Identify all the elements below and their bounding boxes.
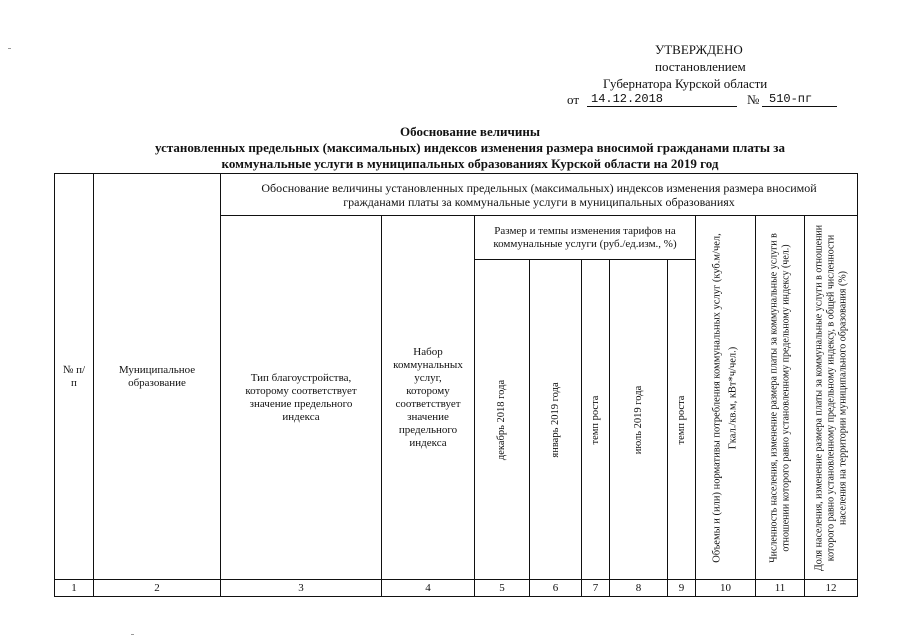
header-no-label: № п/п xyxy=(62,363,86,389)
col-number-8: 8 xyxy=(609,579,668,597)
approval-governor: Губернатора Курской области xyxy=(603,76,768,91)
header-share xyxy=(804,215,858,580)
col-number-11: 11 xyxy=(755,579,805,597)
header-growth-rate-2-label: темп роста xyxy=(675,395,687,444)
header-municipality xyxy=(93,173,221,580)
header-dec-2018-label: декабрь 2018 года xyxy=(496,379,507,460)
number-underline xyxy=(762,106,837,107)
header-improvement-label: Тип благоустройства, которому соответствует значение предельного индекса xyxy=(245,371,357,423)
header-dec-2018 xyxy=(474,259,530,580)
date-underline xyxy=(587,106,737,107)
header-no xyxy=(54,173,94,580)
header-growth-rate-1 xyxy=(581,259,610,580)
scan-speck xyxy=(131,634,134,635)
tariff-group-header xyxy=(474,215,696,260)
header-jul-2019-label: июль 2019 года xyxy=(632,385,644,454)
col-number-12: 12 xyxy=(804,579,858,597)
col-number-7: 7 xyxy=(581,579,610,597)
approval-date-line xyxy=(567,92,837,108)
header-jan-2019-label: январь 2019 года xyxy=(549,381,561,458)
col-number-4: 4 xyxy=(381,579,475,597)
col-number-10: 10 xyxy=(695,579,756,597)
header-growth-rate-2 xyxy=(667,259,696,580)
approval-date: 14.12.2018 xyxy=(591,92,664,106)
header-jul-2019 xyxy=(609,259,668,580)
header-volumes-label: Объемы и (или) нормативы потребления коммунальных услуг (куб.м/чел, Гкал./кв.м, кВт*ч/чел.) xyxy=(711,232,739,563)
doc-title-line2: установленных предельных (максимальных) индексов изменения размера вносимой гражданами платы за xyxy=(154,140,786,155)
doc-title-line3: коммунальные услуги в муниципальных образованиях Курской области на 2019 год xyxy=(221,156,719,171)
header-volumes xyxy=(695,215,756,580)
approval-number: 510-пг xyxy=(769,92,813,106)
header-growth-rate-1-label: темп роста xyxy=(589,395,601,444)
header-services-set xyxy=(381,215,475,580)
doc-title-line1: Обоснование величины xyxy=(400,124,540,139)
col-number-5: 5 xyxy=(474,579,530,597)
approval-title: УТВЕРЖДЕНО xyxy=(655,42,743,57)
header-services-label: Набор коммунальных услуг, которому соответствует значение предельного индекса xyxy=(393,345,463,449)
header-municipality-label: Муниципальное образование xyxy=(118,363,196,389)
header-population-label: Численность населения, изменение размера платы за коммунальные услуги в отношении которого равно установленному предельному индексу (чел.) xyxy=(768,232,791,563)
group-header xyxy=(220,173,858,216)
col-number-6: 6 xyxy=(529,579,582,597)
col-number-1: 1 xyxy=(54,579,94,597)
from-label: от xyxy=(567,92,580,107)
scan-speck xyxy=(8,48,11,49)
group-header-label: Обоснование величины установленных предельных (максимальных) индексов изменения размера вносимой гражданами платы за коммунальные услуги в муниципальных образованиях xyxy=(261,180,817,209)
header-population xyxy=(755,215,805,580)
col-number-2: 2 xyxy=(93,579,221,597)
justification-table xyxy=(54,173,858,597)
col-number-3: 3 xyxy=(220,579,382,597)
header-improvement-type xyxy=(220,215,382,580)
header-jan-2019 xyxy=(529,259,582,580)
tariff-group-label: Размер и темпы изменения тарифов на коммунальные услуги (руб./ед.изм., %) xyxy=(493,224,677,250)
col-number-9: 9 xyxy=(667,579,696,597)
approval-decree-label: постановлением xyxy=(655,59,746,74)
number-label: № xyxy=(747,92,760,107)
header-share-label: Доля населения, изменение размера платы за коммунальные услуги в отношении которого равно установленному предельному индексу, в общей численности населения на территории муниципального образования (%) xyxy=(813,224,848,571)
